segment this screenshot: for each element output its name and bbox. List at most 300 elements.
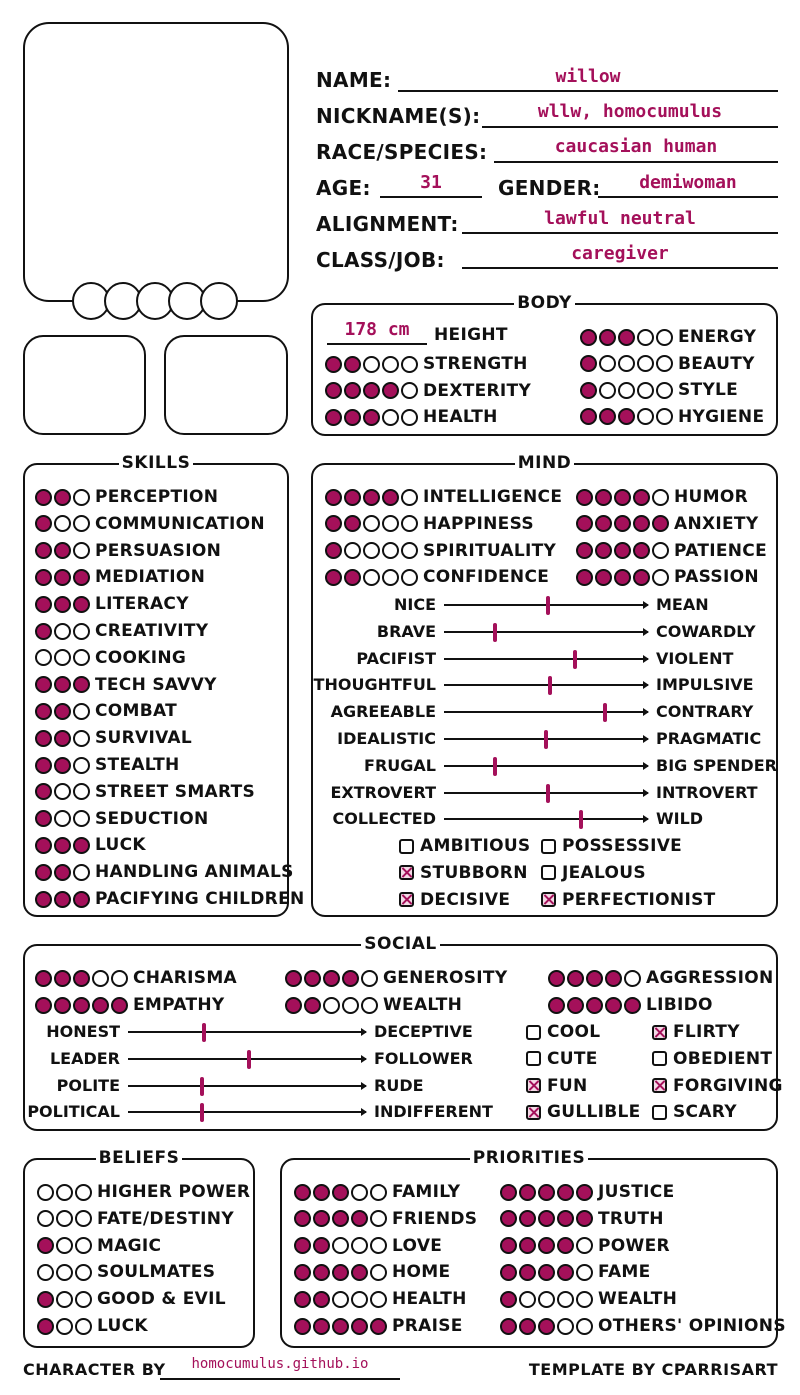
rating-dot[interactable]	[637, 408, 654, 425]
mind-slider-marker[interactable]	[603, 703, 607, 722]
rating-dot[interactable]	[599, 355, 616, 372]
rating-dot[interactable]	[605, 997, 622, 1014]
rating-dot[interactable]	[73, 970, 90, 987]
rating-dot[interactable]	[401, 569, 418, 586]
mind-slider-marker[interactable]	[493, 757, 497, 776]
rating-dot[interactable]	[614, 569, 631, 586]
age-value[interactable]: 31	[420, 172, 442, 193]
rating-dot[interactable]	[633, 515, 650, 532]
rating-dot[interactable]	[633, 542, 650, 559]
empty-box-icon[interactable]	[541, 839, 556, 854]
social-checkbox[interactable]	[652, 1046, 772, 1072]
rating-dot[interactable]	[576, 1184, 593, 1201]
rating-dot[interactable]	[332, 1318, 349, 1335]
rating-dot[interactable]	[652, 489, 669, 506]
rating-dot[interactable]	[54, 515, 71, 532]
rating-dot[interactable]	[37, 1184, 54, 1201]
rating-dot[interactable]	[351, 1318, 368, 1335]
empty-box-icon[interactable]	[526, 1051, 541, 1066]
rating-dot[interactable]	[351, 1264, 368, 1281]
rating-dot[interactable]	[618, 382, 635, 399]
rating-dot[interactable]	[35, 970, 52, 987]
rating-dot[interactable]	[35, 783, 52, 800]
rating-dot[interactable]	[637, 382, 654, 399]
rating-dot[interactable]	[73, 596, 90, 613]
rating-dot[interactable]	[599, 329, 616, 346]
empty-box-icon[interactable]	[541, 865, 556, 880]
alignment-value[interactable]: lawful neutral	[544, 208, 696, 229]
rating-dot[interactable]	[652, 515, 669, 532]
rating-dot[interactable]	[56, 1237, 73, 1254]
rating-dot[interactable]	[73, 623, 90, 640]
rating-dot[interactable]	[580, 408, 597, 425]
rating-dot[interactable]	[538, 1318, 555, 1335]
rating-dot[interactable]	[618, 329, 635, 346]
rating-dot[interactable]	[351, 1184, 368, 1201]
rating-dot[interactable]	[325, 569, 342, 586]
rating-dot[interactable]	[323, 970, 340, 987]
rating-dot[interactable]	[73, 997, 90, 1014]
rating-dot[interactable]	[370, 1237, 387, 1254]
rating-dot[interactable]	[624, 970, 641, 987]
rating-dot[interactable]	[382, 356, 399, 373]
rating-dot[interactable]	[73, 489, 90, 506]
rating-dot[interactable]	[73, 891, 90, 908]
social-slider[interactable]	[46, 1019, 473, 1045]
rating-dot[interactable]	[361, 970, 378, 987]
rating-dot[interactable]	[75, 1264, 92, 1281]
rating-dot[interactable]	[344, 356, 361, 373]
rating-dot[interactable]	[325, 489, 342, 506]
social-checkbox[interactable]	[652, 1073, 783, 1099]
rating-dot[interactable]	[401, 515, 418, 532]
mind-checkbox[interactable]	[541, 887, 716, 913]
empty-box-icon[interactable]	[399, 839, 414, 854]
rating-dot[interactable]	[382, 382, 399, 399]
height-value[interactable]: 178 cm	[344, 319, 410, 340]
empty-box-icon[interactable]	[526, 1025, 541, 1040]
rating-dot[interactable]	[325, 356, 342, 373]
rating-dot[interactable]	[111, 997, 128, 1014]
rating-dot[interactable]	[548, 970, 565, 987]
rating-dot[interactable]	[557, 1291, 574, 1308]
rating-dot[interactable]	[73, 703, 90, 720]
social-checkbox[interactable]	[526, 1019, 600, 1045]
social-slider-marker[interactable]	[200, 1103, 204, 1122]
rating-dot[interactable]	[538, 1184, 555, 1201]
rating-dot[interactable]	[363, 382, 380, 399]
rating-dot[interactable]	[342, 970, 359, 987]
rating-dot[interactable]	[75, 1318, 92, 1335]
rating-dot[interactable]	[370, 1264, 387, 1281]
rating-dot[interactable]	[75, 1210, 92, 1227]
social-checkbox[interactable]	[526, 1099, 641, 1125]
rating-dot[interactable]	[500, 1184, 517, 1201]
rating-dot[interactable]	[557, 1318, 574, 1335]
rating-dot[interactable]	[35, 676, 52, 693]
rating-dot[interactable]	[294, 1264, 311, 1281]
rating-dot[interactable]	[624, 997, 641, 1014]
rating-dot[interactable]	[54, 757, 71, 774]
rating-dot[interactable]	[294, 1318, 311, 1335]
rating-dot[interactable]	[285, 970, 302, 987]
rating-dot[interactable]	[567, 997, 584, 1014]
rating-dot[interactable]	[344, 489, 361, 506]
rating-dot[interactable]	[580, 329, 597, 346]
social-slider-marker[interactable]	[200, 1077, 204, 1096]
rating-dot[interactable]	[111, 970, 128, 987]
rating-dot[interactable]	[54, 783, 71, 800]
template-credit: TEMPLATE BY CPARRISART	[528, 1360, 778, 1379]
rating-dot[interactable]	[614, 542, 631, 559]
rating-dot[interactable]	[54, 703, 71, 720]
rating-dot[interactable]	[54, 542, 71, 559]
rating-dots	[35, 757, 90, 774]
checked-box-icon[interactable]	[652, 1025, 667, 1040]
rating-dot[interactable]	[332, 1184, 349, 1201]
rating-dot[interactable]	[56, 1184, 73, 1201]
rating-dot[interactable]	[656, 355, 673, 372]
rating-dot[interactable]	[73, 837, 90, 854]
rating-dot[interactable]	[35, 997, 52, 1014]
rating-dot[interactable]	[73, 810, 90, 827]
rating-dot[interactable]	[519, 1210, 536, 1227]
rating-dot[interactable]	[294, 1237, 311, 1254]
rating-dot[interactable]	[304, 997, 321, 1014]
rating-dot[interactable]	[637, 329, 654, 346]
rating-dot[interactable]	[656, 382, 673, 399]
mind-checkbox[interactable]	[399, 887, 510, 913]
rating-dot[interactable]	[313, 1291, 330, 1308]
rating-dot[interactable]	[332, 1210, 349, 1227]
rating-dot[interactable]	[538, 1210, 555, 1227]
rating-dot[interactable]	[37, 1318, 54, 1335]
rating-dot[interactable]	[54, 676, 71, 693]
rating-dot[interactable]	[500, 1291, 517, 1308]
rating-dot[interactable]	[363, 542, 380, 559]
rating-dot[interactable]	[313, 1264, 330, 1281]
mind-slider-marker[interactable]	[579, 810, 583, 829]
rating-dot[interactable]	[557, 1184, 574, 1201]
rating-dot[interactable]	[576, 489, 593, 506]
rating-dot[interactable]	[519, 1318, 536, 1335]
rating-dot[interactable]	[580, 382, 597, 399]
rating-dot[interactable]	[370, 1210, 387, 1227]
rating-dot[interactable]	[656, 408, 673, 425]
rating-dot[interactable]	[382, 569, 399, 586]
rating-dot[interactable]	[557, 1264, 574, 1281]
rating-dot[interactable]	[73, 649, 90, 666]
rating-dot[interactable]	[605, 970, 622, 987]
mind-slider-marker[interactable]	[546, 596, 550, 615]
rating-dot[interactable]	[557, 1237, 574, 1254]
mind-slider[interactable]	[330, 780, 758, 806]
mind-checkbox[interactable]	[399, 833, 530, 859]
rating-dot[interactable]	[332, 1237, 349, 1254]
name-value[interactable]: willow	[555, 66, 621, 87]
mind-slider-marker[interactable]	[573, 650, 577, 669]
social-slider-marker[interactable]	[202, 1023, 206, 1042]
rating-dot[interactable]	[519, 1237, 536, 1254]
rating-dot[interactable]	[54, 489, 71, 506]
rating-dot[interactable]	[304, 970, 321, 987]
rating-dot[interactable]	[75, 1237, 92, 1254]
rating-dot[interactable]	[652, 542, 669, 559]
rating-dot[interactable]	[576, 542, 593, 559]
rating-dot[interactable]	[37, 1264, 54, 1281]
rating-dot[interactable]	[633, 569, 650, 586]
rating-dot[interactable]	[500, 1237, 517, 1254]
rating-dot[interactable]	[56, 1210, 73, 1227]
rating-dot[interactable]	[323, 997, 340, 1014]
rating-dot[interactable]	[370, 1291, 387, 1308]
rating-dot[interactable]	[75, 1184, 92, 1201]
social-slider[interactable]	[56, 1073, 424, 1099]
rating-dot[interactable]	[401, 356, 418, 373]
rating-dots	[576, 489, 669, 506]
character-by-value[interactable]: homocumulus.github.io	[191, 1356, 369, 1372]
rating-dot[interactable]	[37, 1291, 54, 1308]
mind-checkbox[interactable]	[541, 833, 682, 859]
rating-dot[interactable]	[401, 489, 418, 506]
rating-dot[interactable]	[576, 569, 593, 586]
rating-dot[interactable]	[54, 970, 71, 987]
mind-slider[interactable]	[356, 646, 734, 672]
rating-dot[interactable]	[344, 515, 361, 532]
rating-dot[interactable]	[401, 382, 418, 399]
rating-dot[interactable]	[344, 382, 361, 399]
rating-dot[interactable]	[37, 1210, 54, 1227]
rating-dot[interactable]	[595, 569, 612, 586]
social-slider[interactable]	[27, 1099, 493, 1125]
rating-dot[interactable]	[500, 1210, 517, 1227]
race-value[interactable]: caucasian human	[554, 136, 718, 157]
rating-dot[interactable]	[344, 542, 361, 559]
rating-dot[interactable]	[332, 1264, 349, 1281]
rating-dot[interactable]	[351, 1291, 368, 1308]
mind-checkbox[interactable]	[399, 860, 528, 886]
mind-row	[325, 484, 562, 510]
rating-dot[interactable]	[35, 489, 52, 506]
rating-dot[interactable]	[35, 703, 52, 720]
rating-dot[interactable]	[35, 810, 52, 827]
rating-dot[interactable]	[586, 997, 603, 1014]
rating-dot[interactable]	[35, 730, 52, 747]
rating-dot[interactable]	[54, 623, 71, 640]
rating-dot[interactable]	[370, 1318, 387, 1335]
rating-dot[interactable]	[92, 997, 109, 1014]
rating-dot[interactable]	[586, 970, 603, 987]
rating-dot[interactable]	[35, 596, 52, 613]
social-row	[285, 992, 462, 1018]
rating-dot[interactable]	[576, 1237, 593, 1254]
rating-dot[interactable]	[54, 730, 71, 747]
rating-dot[interactable]	[313, 1184, 330, 1201]
rating-dot[interactable]	[363, 515, 380, 532]
checked-box-icon[interactable]	[541, 892, 556, 907]
rating-dot[interactable]	[637, 355, 654, 372]
rating-dot[interactable]	[56, 1318, 73, 1335]
mind-checkbox[interactable]	[541, 860, 646, 886]
rating-dot[interactable]	[35, 864, 52, 881]
empty-box-icon[interactable]	[652, 1105, 667, 1120]
mind-slider[interactable]	[393, 592, 709, 618]
rating-dot[interactable]	[294, 1210, 311, 1227]
rating-dot[interactable]	[382, 489, 399, 506]
rating-dot[interactable]	[576, 515, 593, 532]
rating-dot[interactable]	[73, 515, 90, 532]
rating-dot[interactable]	[382, 515, 399, 532]
rating-dot[interactable]	[576, 1264, 593, 1281]
mind-slider[interactable]	[313, 672, 754, 698]
rating-dot[interactable]	[382, 409, 399, 426]
rating-dot[interactable]	[656, 329, 673, 346]
rating-dot[interactable]	[567, 970, 584, 987]
rating-dot[interactable]	[576, 1291, 593, 1308]
rating-dot[interactable]	[313, 1210, 330, 1227]
social-checkbox[interactable]	[526, 1046, 598, 1072]
rating-dot[interactable]	[576, 1318, 593, 1335]
social-slider[interactable]	[49, 1046, 473, 1072]
rating-dot[interactable]	[595, 489, 612, 506]
rating-dot[interactable]	[54, 810, 71, 827]
rating-dot[interactable]	[401, 542, 418, 559]
mind-slider[interactable]	[332, 806, 704, 832]
rating-dot[interactable]	[519, 1291, 536, 1308]
rating-dot[interactable]	[351, 1237, 368, 1254]
rating-dot[interactable]	[595, 542, 612, 559]
rating-dot[interactable]	[344, 569, 361, 586]
rating-dot[interactable]	[580, 355, 597, 372]
rating-dot[interactable]	[652, 569, 669, 586]
rating-dot[interactable]	[548, 997, 565, 1014]
rating-dot[interactable]	[363, 356, 380, 373]
mind-slider[interactable]	[337, 726, 762, 752]
mind-slider-marker[interactable]	[548, 676, 552, 695]
rating-dot[interactable]	[538, 1237, 555, 1254]
rating-dot[interactable]	[54, 864, 71, 881]
mind-slider-marker[interactable]	[546, 784, 550, 803]
skills-section	[23, 453, 305, 917]
rating-dot[interactable]	[56, 1264, 73, 1281]
rating-dot[interactable]	[35, 542, 52, 559]
social-slider-marker[interactable]	[247, 1050, 251, 1069]
rating-dot[interactable]	[363, 569, 380, 586]
rating-dot[interactable]	[73, 783, 90, 800]
rating-dot[interactable]	[285, 997, 302, 1014]
rating-dot[interactable]	[500, 1264, 517, 1281]
rating-dot[interactable]	[351, 1210, 368, 1227]
rating-dot[interactable]	[313, 1237, 330, 1254]
rating-dot[interactable]	[294, 1184, 311, 1201]
rating-dot[interactable]	[325, 542, 342, 559]
rating-dot[interactable]	[344, 409, 361, 426]
rating-dot[interactable]	[325, 515, 342, 532]
rating-dot[interactable]	[73, 757, 90, 774]
rating-dot[interactable]	[519, 1184, 536, 1201]
rating-dot[interactable]	[401, 409, 418, 426]
rating-dot[interactable]	[599, 408, 616, 425]
social-checkbox[interactable]	[652, 1019, 740, 1045]
rating-dot[interactable]	[614, 515, 631, 532]
rating-dot[interactable]	[37, 1237, 54, 1254]
rating-dot[interactable]	[614, 489, 631, 506]
rating-dot[interactable]	[35, 837, 52, 854]
rating-dot[interactable]	[35, 515, 52, 532]
rating-dot[interactable]	[363, 489, 380, 506]
rating-dot[interactable]	[325, 409, 342, 426]
rating-dot[interactable]	[618, 408, 635, 425]
nickname-value[interactable]: wllw, homocumulus	[537, 101, 723, 122]
rating-dot[interactable]	[294, 1291, 311, 1308]
checked-box-icon[interactable]	[652, 1078, 667, 1093]
rating-dot[interactable]	[363, 409, 380, 426]
rating-dot[interactable]	[595, 515, 612, 532]
checked-box-icon[interactable]	[526, 1078, 541, 1093]
mind-slider-marker[interactable]	[493, 623, 497, 642]
rating-dot[interactable]	[576, 1210, 593, 1227]
social-checkbox[interactable]	[526, 1073, 588, 1099]
checked-box-icon[interactable]	[399, 865, 414, 880]
rating-dot[interactable]	[54, 891, 71, 908]
rating-dot[interactable]	[500, 1318, 517, 1335]
checked-box-icon[interactable]	[526, 1105, 541, 1120]
rating-dot[interactable]	[54, 997, 71, 1014]
mind-slider-marker[interactable]	[544, 730, 548, 749]
rating-dot[interactable]	[92, 970, 109, 987]
rating-dot[interactable]	[35, 891, 52, 908]
rating-dot[interactable]	[56, 1291, 73, 1308]
rating-dot[interactable]	[35, 649, 52, 666]
rating-dot[interactable]	[342, 997, 359, 1014]
rating-dot[interactable]	[54, 596, 71, 613]
rating-dot[interactable]	[73, 864, 90, 881]
rating-dot[interactable]	[73, 542, 90, 559]
rating-dot[interactable]	[35, 623, 52, 640]
rating-dot[interactable]	[54, 837, 71, 854]
rating-dot[interactable]	[370, 1184, 387, 1201]
rating-dot[interactable]	[618, 355, 635, 372]
rating-dot[interactable]	[54, 569, 71, 586]
mind-slider[interactable]	[364, 753, 777, 779]
rating-dot[interactable]	[35, 569, 52, 586]
rating-dot[interactable]	[313, 1318, 330, 1335]
gender-value[interactable]: demiwoman	[639, 172, 737, 193]
rating-dot[interactable]	[382, 542, 399, 559]
empty-box-icon[interactable]	[652, 1051, 667, 1066]
rating-dot[interactable]	[325, 382, 342, 399]
rating-dot[interactable]	[633, 489, 650, 506]
rating-dot[interactable]	[332, 1291, 349, 1308]
rating-dot[interactable]	[73, 730, 90, 747]
rating-dot[interactable]	[73, 569, 90, 586]
social-checkbox[interactable]	[652, 1099, 737, 1125]
mind-slider[interactable]	[376, 619, 756, 645]
mind-slider[interactable]	[330, 699, 754, 725]
rating-dot[interactable]	[73, 676, 90, 693]
rating-dot[interactable]	[538, 1291, 555, 1308]
classjob-value[interactable]: caregiver	[571, 243, 669, 264]
rating-dot[interactable]	[75, 1291, 92, 1308]
rating-dot[interactable]	[557, 1210, 574, 1227]
rating-dot[interactable]	[35, 757, 52, 774]
rating-dot[interactable]	[519, 1264, 536, 1281]
rating-dot[interactable]	[54, 649, 71, 666]
checked-box-icon[interactable]	[399, 892, 414, 907]
rating-dot[interactable]	[538, 1264, 555, 1281]
rating-dot[interactable]	[599, 382, 616, 399]
rating-dot[interactable]	[361, 997, 378, 1014]
